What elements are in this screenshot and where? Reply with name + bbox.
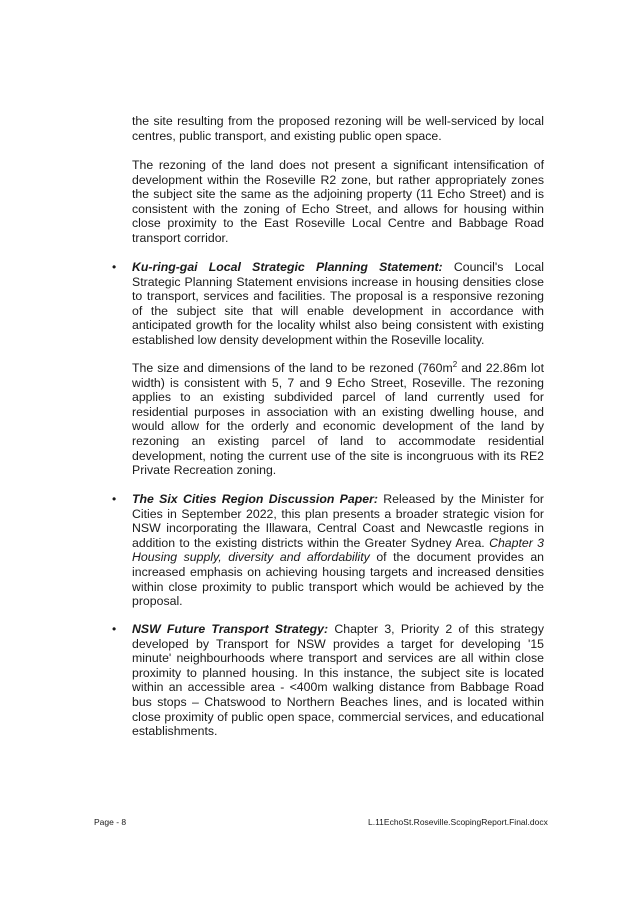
bullet-heading: Ku-ring-gai Local Strategic Planning Statement:	[132, 260, 443, 274]
land-size-text-a: The size and dimensions of the land to be rezoned (760m	[132, 361, 453, 375]
bullet-text-a: Released by the Minister for Cities in September 2022, this plan presents a broader strategic vision for NSW incorporating the Illawara, Central Coast and Newcastle regions in addition to the existing districts within the Greater Sydney Area.	[132, 492, 545, 550]
footer-file-name: L.11EchoSt.Roseville.ScopingReport.Final.docx	[368, 817, 548, 827]
bullet-text: Chapter 3, Priority 2 of this strategy developed by Transport for NSW provides a target for developing '15 minute' neighbourhoods where transport and services are all within close proximity to planned housing. In this instance, the subject site is located within an accessible area - <400m walking distance from Babbage Road bus stops – Chatswood to Northern Beaches lines, and is located within close proximity of public open space, commercial services, and educational establishments.	[132, 622, 544, 739]
bullet-item-lsps	[132, 260, 544, 348]
paragraph-intro: the site resulting from the proposed rezoning will be well-serviced by local centres, public transport, and existing public open space.	[132, 114, 544, 143]
footer-page-number: Page - 8	[94, 817, 127, 827]
bullet-marker: •	[112, 622, 117, 636]
bullet-heading: The Six Cities Region Discussion Paper:	[132, 492, 378, 506]
bullet-marker: •	[112, 260, 117, 274]
bullet-marker: •	[112, 492, 117, 506]
land-size-text-b: and 22.86m lot width) is consistent with 5, 7 and 9 Echo Street, Roseville. The rezoning applies to an existing subdivided parcel of land currently used for residential purposes in association with an existing dwelling house, and would allow for the orderly and economic development of the land by rezoning an existing parcel of land to accommodate residential development, noting the current use of the site is incongruous with its RE2 Private Recreation zoning.	[132, 361, 544, 478]
paragraph-land-size	[132, 361, 544, 478]
bullet-item-transport	[132, 622, 544, 739]
paragraph-rezoning: The rezoning of the land does not present a significant intensification of development within the Roseville R2 zone, but rather appropriately zones the subject site the same as the adjoining property (11 Echo Street) and is consistent with the zoning of Echo Street, and allows for housing within close proximity to the East Roseville Local Centre and Babbage Road transport corridor.	[132, 158, 544, 245]
bullet-text-italic: Chapter 3 Housing supply, diversity and affordability	[132, 535, 544, 565]
bullet-heading: NSW Future Transport Strategy:	[132, 622, 329, 636]
bullet-item-six-cities	[132, 492, 544, 609]
bullet-text: Council's Local Strategic Planning Statement envisions increase in housing densities close to transport, services and facilities. The proposal is a responsive rezoning of the subject site that will enable development in accordance with anticipated growth for the locality whilst also being consistent with existing established low density development within the Roseville locality.	[132, 260, 544, 347]
bullet-text-b: of the document provides an increased emphasis on achieving housing targets and increased densities within close proximity to public transport which would be achieved by the proposal.	[132, 550, 544, 609]
superscript-2: 2	[452, 359, 458, 369]
